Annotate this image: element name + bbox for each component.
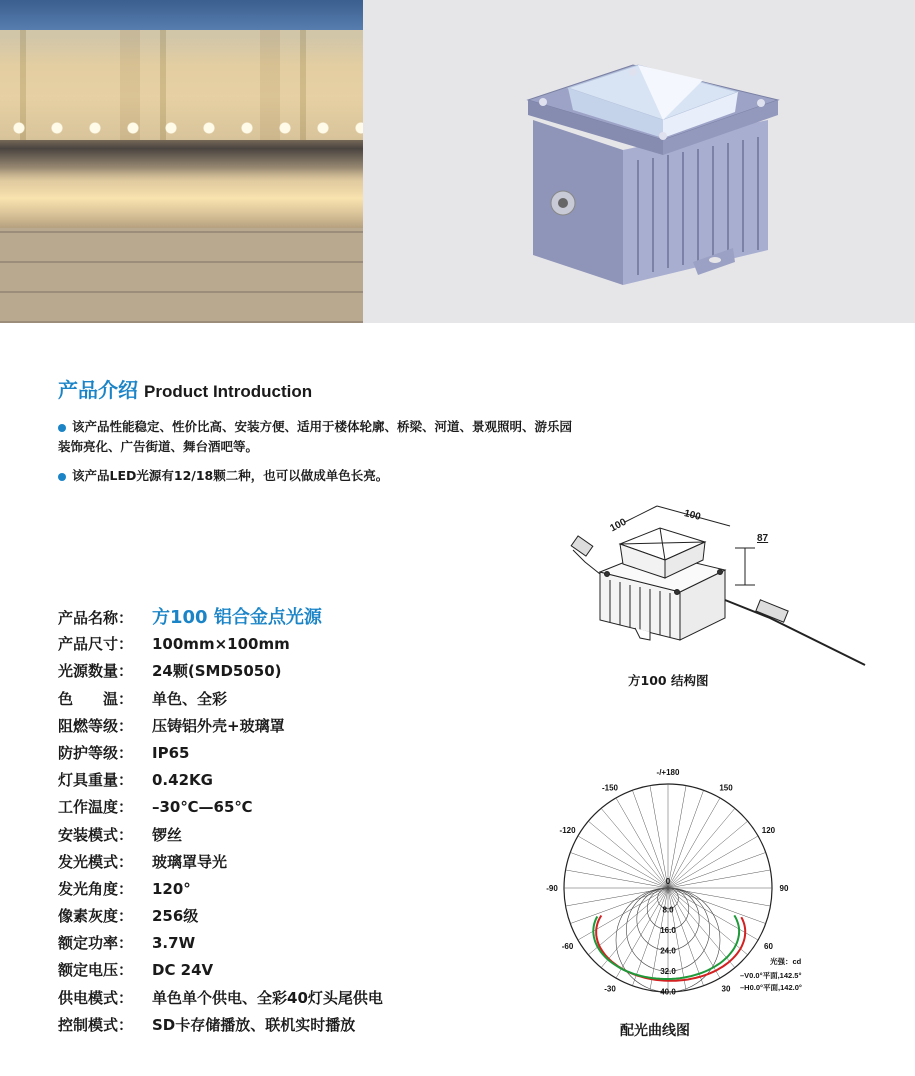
polar-radial-label: 8.0 <box>662 905 674 915</box>
polar-angle-label: 150 <box>719 783 733 793</box>
spec-value: 120° <box>152 879 191 898</box>
spec-value: 单色、全彩 <box>152 689 228 708</box>
polar-angle-label: -120 <box>559 826 576 835</box>
dim-height-label: 87 <box>757 533 769 544</box>
spec-label: 发光模式： <box>58 852 134 871</box>
spec-value: 压铸铝外壳+玻璃罩 <box>152 716 285 735</box>
spec-row <box>58 849 383 876</box>
dim-width-label: 100 <box>682 508 702 523</box>
polar-angle-label: -/+180 <box>656 768 680 777</box>
bullet-dot-icon <box>58 473 66 481</box>
polar-legend-h: –H0.0°平面,142.0° <box>740 983 802 992</box>
spec-row <box>58 631 383 658</box>
spec-label: 额定功率： <box>58 934 134 953</box>
spec-label: 防护等级： <box>58 743 134 762</box>
dim-depth-label: 100 <box>608 516 629 535</box>
polar-angle-label: -90 <box>546 884 558 893</box>
spec-row <box>58 740 383 767</box>
spec-row <box>58 957 383 984</box>
spec-value: 玻璃罩导光 <box>152 852 228 871</box>
spec-value: 方100 铝合金点光源 <box>152 607 322 628</box>
spec-row <box>58 658 383 685</box>
spec-value: –30℃—65℃ <box>152 798 253 817</box>
polar-radial-label: 40.0 <box>660 987 676 997</box>
spec-row <box>58 930 383 957</box>
spec-row <box>58 985 383 1012</box>
spec-row <box>58 794 383 821</box>
spec-row <box>58 1012 383 1039</box>
spec-value: DC 24V <box>152 961 214 980</box>
spec-value: 0.42KG <box>152 771 213 790</box>
spec-label: 光源数量： <box>58 662 134 681</box>
spec-label: 产品名称： <box>58 609 134 627</box>
spec-label: 额定电压： <box>58 961 134 980</box>
product-photo <box>363 0 915 323</box>
polar-angle-label: -30 <box>604 984 616 994</box>
polar-legend-unit: 光强：cd <box>770 957 802 966</box>
spec-value: 单色单个供电、全彩40灯头尾供电 <box>152 988 383 1007</box>
spec-label: 灯具重量： <box>58 771 134 790</box>
spec-value: 100mm×100mm <box>152 635 290 654</box>
spec-label: 发光角度： <box>58 879 134 898</box>
polar-angle-label: 30 <box>721 984 731 994</box>
spec-label: 色 温： <box>58 689 134 708</box>
polar-angle-label: 60 <box>764 942 773 951</box>
polar-radial-label: 24.0 <box>660 946 676 956</box>
spec-row <box>58 686 383 713</box>
bullet-text: 该产品性能稳定、性价比高、安装方便、适用于楼体轮廓、桥梁、河道、景观照明、游乐园装饰亮化、广告街道、舞台酒吧等。 <box>58 419 573 454</box>
spec-row <box>58 903 383 930</box>
polar-radial-label: 16.0 <box>660 926 676 935</box>
polar-zero-label: 0 <box>665 877 671 886</box>
polar-radial-label: 32.0 <box>660 967 676 976</box>
bullet-text: 该产品LED光源有12/18颗二种，也可以做成单色长亮。 <box>72 468 389 483</box>
spec-label: 像素灰度： <box>58 907 134 926</box>
spec-row <box>58 767 383 794</box>
spec-value: 锣丝 <box>152 825 183 844</box>
bullet-dot-icon <box>58 424 66 432</box>
spec-value: 256级 <box>152 907 199 926</box>
spec-label: 工作温度： <box>58 798 134 817</box>
bullet-item <box>58 417 578 457</box>
spec-label: 阻燃等级： <box>58 716 134 735</box>
spec-label: 供电模式： <box>58 988 134 1007</box>
spec-value: 24颗(SMD5050) <box>152 662 282 681</box>
section-title-cn: 产品介绍 <box>58 378 138 402</box>
structure-caption: 方100 结构图 <box>628 673 709 688</box>
light-glow <box>0 168 363 228</box>
spec-label: 安装模式： <box>58 825 134 844</box>
spec-row <box>58 604 383 631</box>
spec-row <box>58 713 383 740</box>
spec-value: SD卡存储播放、联机实时播放 <box>152 1015 356 1034</box>
polar-chart <box>544 768 844 1018</box>
point-lights-row <box>0 118 363 138</box>
polar-angle-label: 90 <box>779 884 789 893</box>
polar-angle-label: -60 <box>561 942 574 951</box>
spec-value: IP65 <box>152 743 190 762</box>
section-title-en: Product Introduction <box>144 382 313 401</box>
spec-row <box>58 822 383 849</box>
night-bridge-photo <box>0 0 363 323</box>
bullet-item <box>58 466 578 486</box>
polar-angle-label: 120 <box>761 826 776 835</box>
spec-list <box>58 604 383 1039</box>
polar-caption: 配光曲线图 <box>620 1023 690 1039</box>
spec-label: 产品尺寸： <box>58 635 134 654</box>
spec-value: 3.7W <box>152 934 196 953</box>
polar-legend-v: –V0.0°平面,142.5° <box>740 971 802 980</box>
polar-angle-label: -150 <box>601 783 619 793</box>
section-title <box>58 374 312 403</box>
spec-row <box>58 876 383 903</box>
spec-label: 控制模式： <box>58 1015 134 1034</box>
stone-wall <box>0 228 363 323</box>
